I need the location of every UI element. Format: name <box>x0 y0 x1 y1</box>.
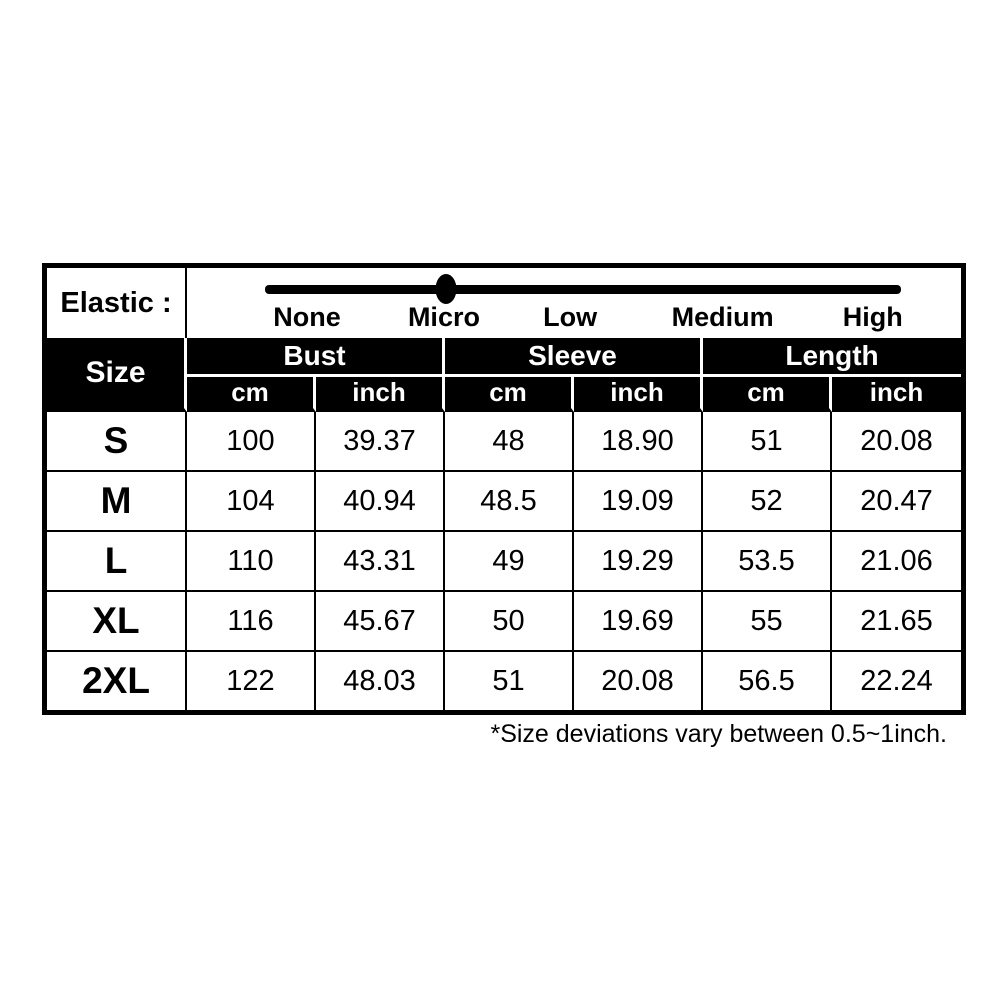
size-chart-table <box>42 263 966 715</box>
measurement-value: 104 <box>187 472 316 532</box>
measurement-value: 19.09 <box>574 472 703 532</box>
measurement-value: 48.5 <box>445 472 574 532</box>
unit-header-length-cm: cm <box>703 377 832 412</box>
measurement-value: 45.67 <box>316 592 445 652</box>
measurement-value: 21.06 <box>832 532 961 592</box>
measurement-value: 49 <box>445 532 574 592</box>
elastic-level-label-high: High <box>842 302 903 332</box>
measurement-value: 52 <box>703 472 832 532</box>
measurement-value: 53.5 <box>703 532 832 592</box>
measurement-value: 56.5 <box>703 652 832 710</box>
measurement-value: 40.94 <box>316 472 445 532</box>
measurement-value: 122 <box>187 652 316 710</box>
elastic-label: Elastic : <box>47 268 187 338</box>
measurement-value: 20.08 <box>574 652 703 710</box>
elastic-level-label-low: Low <box>543 302 598 332</box>
elastic-level-label-medium: Medium <box>671 302 774 332</box>
unit-header-sleeve-inch: inch <box>574 377 703 412</box>
size-column-header: Size <box>47 338 187 412</box>
elastic-slider-track <box>265 285 900 294</box>
elastic-row <box>47 268 961 338</box>
elastic-slider <box>187 268 961 338</box>
table-row-m <box>47 472 961 532</box>
unit-header-bust-inch: inch <box>316 377 445 412</box>
group-header-length: Length <box>703 338 961 377</box>
size-label: 2XL <box>47 652 187 710</box>
measurement-value: 22.24 <box>832 652 961 710</box>
unit-header-length-inch: inch <box>832 377 961 412</box>
measurement-value: 39.37 <box>316 412 445 472</box>
table-row-xl <box>47 592 961 652</box>
measurement-value: 19.69 <box>574 592 703 652</box>
measurement-value: 51 <box>703 412 832 472</box>
elastic-level-label-none: None <box>273 302 341 332</box>
group-header-bust: Bust <box>187 338 445 377</box>
footnote: *Size deviations vary between 0.5~1inch. <box>490 720 947 748</box>
size-label: S <box>47 412 187 472</box>
measurement-value: 51 <box>445 652 574 710</box>
group-header-row <box>47 338 961 377</box>
measurement-value: 55 <box>703 592 832 652</box>
measurement-value: 100 <box>187 412 316 472</box>
group-header-sleeve: Sleeve <box>445 338 703 377</box>
table-row-s <box>47 412 961 472</box>
measurement-value: 20.47 <box>832 472 961 532</box>
measurement-value: 110 <box>187 532 316 592</box>
unit-header-bust-cm: cm <box>187 377 316 412</box>
measurement-value: 43.31 <box>316 532 445 592</box>
measurement-value: 48 <box>445 412 574 472</box>
table-row-2xl <box>47 652 961 710</box>
measurement-value: 50 <box>445 592 574 652</box>
size-label: L <box>47 532 187 592</box>
size-label: M <box>47 472 187 532</box>
measurement-value: 18.90 <box>574 412 703 472</box>
size-label: XL <box>47 592 187 652</box>
size-chart-image <box>42 263 965 749</box>
elastic-level-label-micro: Micro <box>407 302 480 332</box>
table-row-l <box>47 532 961 592</box>
elastic-slider-thumb-icon <box>435 274 456 304</box>
measurement-value: 48.03 <box>316 652 445 710</box>
measurement-value: 116 <box>187 592 316 652</box>
unit-header-sleeve-cm: cm <box>445 377 574 412</box>
measurement-value: 20.08 <box>832 412 961 472</box>
measurement-value: 19.29 <box>574 532 703 592</box>
measurement-value: 21.65 <box>832 592 961 652</box>
